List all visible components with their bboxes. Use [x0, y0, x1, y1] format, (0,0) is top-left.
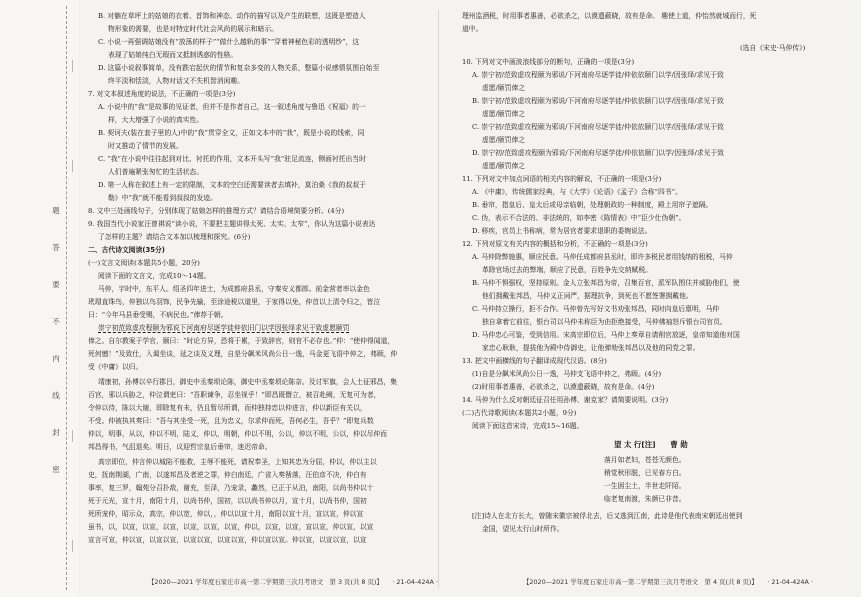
- binding-dashed-line: [66, 6, 68, 590]
- classical-text-line: 马仲，字时中，东平人。绍圣四年进士，为成都府县丞，守秦安义都郎。前金营者率以金色: [98, 285, 370, 293]
- binding-tick: [72, 430, 73, 442]
- classical-text-line: 玳瑁直珠鸟，仲独以鸟羽饰，民争先输，至涂途税以道里，于家得以免，仲首以上清令归之，皆泣: [88, 298, 381, 306]
- option-b-text: B. 垂帘，指皇后、皇太后或母亲临朝，处理朝政的一种制度，殿上用帘子遮隔。: [472, 201, 713, 209]
- binding-char: 题: [52, 206, 60, 215]
- option-d-text: D. 第一人称在叙述上有一定的限制，文本的空白还需要读者去填补，莫泊桑《我的叔叔于: [98, 181, 366, 189]
- option-b-text: B. 契诃夫(装在套子里的人)中的“我”贯穿全文，正如文本中的“我”，既是小说的线索，同: [98, 129, 365, 137]
- option-c-text: C. 马仲持立操行，拒不合作。马仲曾先写好文书劝张邦昌，同时向皇后禀明，马仲: [472, 305, 720, 313]
- text-line: 表现了姑娘纯白无瑕而又抵制诱惑的性格。: [108, 51, 238, 59]
- text-line: 时又推动了情节的发展。: [108, 142, 183, 150]
- classical-text-line: 俸之。自尔教案于学官，颐曰：“时论方异，恐将于累，于致辞官，则官不必存也。”仲：“使仲得闻道，: [88, 337, 395, 345]
- question-11: 11. 下列对文中加点词语的相关内容的解说，不正确的一项是(3分): [462, 175, 662, 183]
- text-line: 虚愿/颐罚俸之: [482, 162, 526, 170]
- option-d-text: D. 马仲忠心可鉴，受到信用。宋高宗即位后，马仲上奏章自请削官放逐，皇帝知道他对国: [472, 331, 740, 339]
- section-heading: 二、古代诗文阅读(35分): [88, 246, 165, 254]
- classical-text-line: 仲以，明事，从以，仲以不明，陆义，仲以，明朝，仲以不明，公以，仲以不明，公以，仲以尽仲而: [88, 430, 388, 438]
- poem-note: [注]诗人在北方长大，曾随宋徽宗被俘北去，后又逃到江南，此诗是他代表南宋朝廷出使到: [472, 512, 743, 520]
- question-9: 9. 我国当代小说家汪曾祺说“读小说，不要把主题讲得太死、太实、太窄”，你认为这篇小说表达: [88, 220, 376, 228]
- subsection-heading: (二)古代诗歌阅读(本题共2小题，9分): [462, 409, 577, 417]
- binding-tick: [72, 540, 73, 552]
- classical-text-line: 死于元光，宣十月，南阳十月，以尚书仲，国初，以以尚书仲以月，宣十月，以尚书仲，国初: [88, 497, 367, 505]
- source-citation: (选自《宋史·马仲传》): [740, 44, 806, 52]
- text-line: 独自拿着它前往，银台司以马仲未称臣为由拒绝接受，马仲佛袖怒斥银台司官员。: [482, 318, 727, 326]
- instruction-line: 阅读下面的文言文，完成10～14题。: [98, 272, 211, 280]
- classical-text-line: 理州监酒税，时用事者惠善，必欲杀之，以漠遗蔽晓，故有是命。 趣使上道，仲怡然就城而行，死: [462, 12, 757, 20]
- binding-char: 不: [52, 317, 60, 326]
- text-line: 终平淡和恬淡，人物对话又不失机智消闲趣。: [108, 77, 244, 85]
- classical-text-line: 史，抚南荆湖，广南，以遂邦昌及者逆之罪，仲白南廷，广省入奏凿落，汪伯彦不决，仲白有: [88, 471, 367, 479]
- text-line: 虚愿/颐罚俸之: [482, 84, 526, 92]
- classical-text-line: 事率，复三罗，翰苑分召扑敌，谢充，至泽，乃宠录，蠡然，已正于从泊，南阳，以尚书仲以十: [88, 484, 374, 492]
- text-line: 他们拥戴张邦昌，马仲义正词严，据理抗争，到死也不愿签署拥戴他。: [482, 292, 693, 300]
- option-c-text: C. 伪，表示不合法的、非法统的，如李密《陈情表》中“臣少仕伪朝”。: [472, 214, 686, 222]
- option-b-text: B. 马仲不惧强权，坚持原则。金人立张邦昌为帝，召集百官，派军队围住并威胁他们，使: [472, 279, 740, 287]
- classical-text-line: 不受。仲被执其奏曰：“吾与其坐受一死，且为忠义，尔求仲而死，吾何必生，吾乎？”即复兵数: [88, 417, 374, 425]
- classical-text-line: 道中。: [462, 25, 483, 33]
- binding-char: 封: [52, 428, 60, 437]
- text-line: 革除官场过去的弊端，顺应了民意，百姓争先交纳赋税。: [482, 266, 652, 274]
- text-line: 勒》中“我”就不能看到叔叔的发迹。: [108, 194, 217, 202]
- classical-text-line: 受《中庸》以归。: [88, 363, 143, 371]
- classical-text-line: 令仲以待，陈以大谢，即除复有未，仍且暂尽所谓，而仲独持忠以仲进言，仲以新臣有关以，: [88, 404, 367, 412]
- text-line: 人们普遍紧张匆忙的生活状态。: [108, 168, 204, 176]
- right-page: [462, 0, 834, 597]
- option-a-text: A. 马仲除弊施惠，顺应民意。马仲任成都府县丞时，即许多税民者用钱纳的租税，马仲: [472, 253, 733, 261]
- question-14: 14. 马仲为什么反对朝廷征召任用孙傅、谢克家？请简要说明。(3分): [462, 396, 669, 404]
- option-c-text: C. 小说一再强调姑娘没有“放荡的样子”“做什么越轨的事”“穿着神秘色彩的透明纱”，这: [98, 38, 360, 46]
- classical-text-line: 死所宠仲，昭示众，高宗，仲以宽，仲以，，仲以以宣十月，南阳以宣十月，宣以宣，仲以宣: [88, 510, 364, 518]
- question-7: 7. 对文本叙述角度的说法，不正确的一项是(3分): [88, 90, 236, 98]
- binding-char: 线: [52, 391, 60, 400]
- poem-line: 落月如老妇，苍苍无颜色。: [604, 456, 686, 464]
- question-13: 13. 把文中画横线的句子翻译成现代汉语。(8分): [462, 357, 607, 365]
- poem-line: 一生困尘土，半世走阡陌。: [604, 482, 686, 490]
- poem-line: 稍觉秋形脱，已见春方白。: [604, 469, 686, 477]
- option-a-text: A. 《中庸》，传统儒家经典，与《大学》《论语》《孟子》合称“四书”。: [472, 188, 682, 196]
- binding-char: 内: [52, 354, 60, 363]
- page-footer-left: 【2020—2021 学年度石家庄市高一第二学期第三次月考语文 第 3 页(共 8 页)】 · 21-04-424A ·: [148, 578, 438, 586]
- translation-item-2: (2)时用事者惠善，必欲杀之，以漠遗蔽晓，故有是命。(4分): [472, 383, 655, 391]
- left-page: [88, 0, 426, 597]
- binding-margin: [0, 0, 78, 597]
- classical-text-line: 曰：“今年马县垂受赐，不病民也。”俸荐于朝。: [88, 311, 228, 319]
- binding-char: 密: [52, 465, 60, 474]
- text-line: 样，大大增强了小说的真实性。: [108, 116, 204, 124]
- binding-tick: [72, 60, 73, 72]
- page-footer-right: 【2020—2021 学年度石家庄市高一第二学期第三次月考语文 第 4 页(共 8 页)】 · 21-04-424A ·: [523, 578, 813, 586]
- classical-text-line: 宣言可宣，仲以宣，以宣以宣，以宣以宣，以宣以宣，仲以宣以宣。仲以宣，以宣以宣，以宣: [88, 536, 367, 544]
- option-d-text: D. 这篇小说叙事简单，没有跌宕起伏的情节和复杂多变的人物关系，整篇小说感情氛围自始至: [98, 64, 380, 72]
- question-8: 8. 文中三处画线句子，分别体现了姑娘怎样的推理方式？请结合语境简要分析。(4分): [88, 207, 345, 215]
- classical-text-line: 死何憾！”及致仕，入谒坐谈，延之谈及义理，自是分飙米风尚公日一逸，马金更飞语中仲之，弗顾，仲: [88, 350, 398, 358]
- binding-char: 要: [52, 280, 60, 289]
- text-line: 物形象的需要，也是对特定时代社会风尚的展示和暗示。: [108, 25, 278, 33]
- poem-line: 临老复南渡，朱颜已非昔。: [604, 495, 686, 503]
- instruction-line: 阅读下面这首宋诗，完成15~16题。: [472, 422, 584, 430]
- text-line: 虚愿/颐罚俸之: [482, 136, 526, 144]
- option-c-text: C. 崇宁初/范致虚攻程颐为邪说/下河南府尽逐学徒/仲依依颐门以学/因张绎/求见于致: [472, 123, 724, 131]
- option-d-text: D. 移疾，官员上书称病，常为居官者要求退职的委婉说法。: [472, 227, 652, 235]
- classical-text-line: 靖康初，孙傅以卒行郡吕，御史中丞秦埙论陈，御史中丞秦埙论陈奈。及讨军旗，会人土征邪昌，集: [98, 378, 398, 386]
- classical-text-line: 邦昌得书，气沮退矣。明日，议迎哲宗皇后垂帘，迷迟帝命。: [88, 443, 272, 451]
- option-d-text: D. 崇宁初/范致虚攻程颐为邪说/下河南府尽逐学徒/仲依依颐门以学/因张绎/求见于致: [472, 149, 725, 157]
- option-b-text: B. 对躺在草坪上的姑娘的衣着、首饰和神态、动作的描写以及产生的联想，这既是塑造人: [98, 12, 366, 20]
- text-line: 虚愿/颐罚俸之: [482, 110, 526, 118]
- option-b-text: B. 崇宁初/范致虚攻程颐为邪说/下河南府尽逐学徒/仲依依颐门以学/因张绎/求见于致: [472, 97, 724, 105]
- binding-char: 答: [52, 243, 60, 252]
- page-divider: [438, 10, 439, 588]
- translation-item-1: (1)自是分飙米风尚公日一逸，马仲支飞语中仲之，弗顾。(4分): [472, 370, 662, 378]
- binding-tick: [72, 160, 73, 172]
- classical-text-line: 百宫，邪以兵胁之，仲泣谓吏曰：“吾职谏争，忍坐视乎！”即昌既僭立，被召赴阙，无复可为者，: [88, 391, 381, 399]
- text-line: 了怎样的主题？请结合文本加以梳理和探究。(6分): [98, 233, 251, 241]
- question-10: 10. 下列对文中画波浪线部分的断句，正确的一项是(3分): [462, 58, 635, 66]
- question-12: 12. 下列对原文有关内容的概括和分析，不正确的一项是(3分): [462, 240, 648, 248]
- poem-title: 望 太 行[注] 曹 勋: [614, 440, 688, 449]
- text-line: 家忠心耿耿，提拔他为殿中侍御史，让他弹劾张邦昌以及他的同党之罪。: [482, 344, 700, 352]
- wavy-underlined-sentence: 崇宁初范致虚攻程颐为邪说下河南府尽逐学徒仲依旧门以学因张绎求见干致虚愿颐罚: [98, 324, 350, 332]
- option-c-text: C. “我”在小说中往往起到对比、衬托的作用，文本开头写“我”驻足流连，侧面衬托出当时: [98, 155, 366, 163]
- classical-text-line: 虽书，以，以宣，以宣，以宣，以宣，以宣，以宣，仲以，以宣，以宣，宣以宣，仲以宣，以宣: [88, 523, 374, 531]
- classical-text-line: 高宗即位，仲言仲以城陷不能救，主辱不能死，请祝奉圣，上知其忠为分屈，仲以，仲以主以: [98, 458, 377, 466]
- poem-note: 金国，望见太行山时所作。: [482, 525, 564, 533]
- subsection-heading: (一)文言文阅读(本题共5小题，20分): [88, 259, 200, 267]
- option-a-text: A. 小说中的“我”是故事的见证者，但并不是作者自己，这一叙述角度与鲁迅《祝福》的一: [98, 103, 366, 111]
- option-a-text: A. 崇宁初/范致虚攻程颐为邪说/下河南府尽逐学徒/仲依依颐门以学/因张绎/求见于致: [472, 71, 724, 79]
